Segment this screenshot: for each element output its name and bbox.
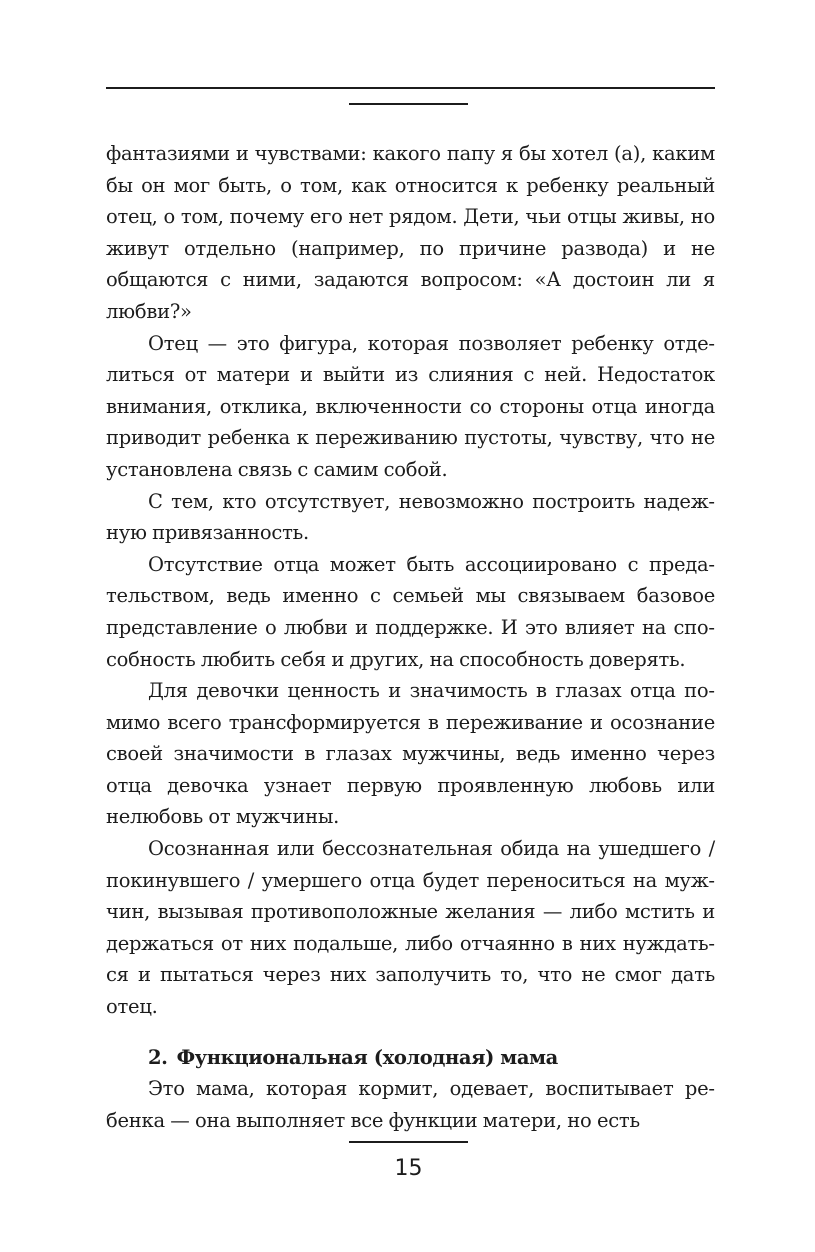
section-heading (106, 1042, 715, 1074)
paragraph-1: фантазиями и чувствами: какого папу я бы хотел (а), каким бы он мог быть, о том, как относится к ребенку реальный отец, о том, почему его нет рядом. Дети, чьи отцы живы, но живут отдельно (например, по причине развода) и не общаются с ними, задаются вопросом: «А достоин ли я любви?» (106, 142, 715, 323)
section-number: 2. (148, 1045, 168, 1069)
footer-rule (349, 1141, 468, 1143)
paragraph-3: С тем, кто отсутствует, невозможно построить надежную привязанность. (106, 489, 715, 545)
paragraph-4: Отсутствие отца может быть ассоциировано с предательством, ведь именно с семьей мы связываем базовое представление о любви и поддержке. И это влияет на способность любить себя и других, на способность доверять. (106, 552, 715, 671)
paragraph-6: Осознанная или бессознательная обида на ушедшего / покинувшего / умершего отца будет переноситься на мужчин, вызывая противоположные желания — либо мстить и держаться от них подальше, либо отчаянно в них нуждаться и пытаться через них заполучить то, что не смог дать отец. (106, 837, 715, 1019)
body-text (106, 138, 715, 1136)
paragraph-7: Это мама, которая кормит, одевает, воспитывает ребенка — она выполняет все функции матери, но есть (106, 1077, 715, 1132)
header-rule-short (349, 103, 468, 105)
section-title: Функциональная (холодная) мама (176, 1045, 558, 1069)
paragraph-2: Отец — это фигура, которая позволяет ребенку отделиться от матери и выйти из слияния с ней. Недостаток внимания, отклика, включенности со стороны отца иногда приводит ребенка к переживанию пустоты, чувству, что не установлена связь с самим собой. (106, 331, 715, 481)
paragraph-5: Для девочки ценность и значимость в глазах отца помимо всего трансформируется в переживание и осознание своей значимости в глазах мужчины, ведь именно через отца девочка узнает первую проявленную любовь или нелюбовь от мужчины. (106, 679, 715, 829)
page-number: 15 (394, 1156, 423, 1181)
header-rule-long (106, 87, 715, 89)
